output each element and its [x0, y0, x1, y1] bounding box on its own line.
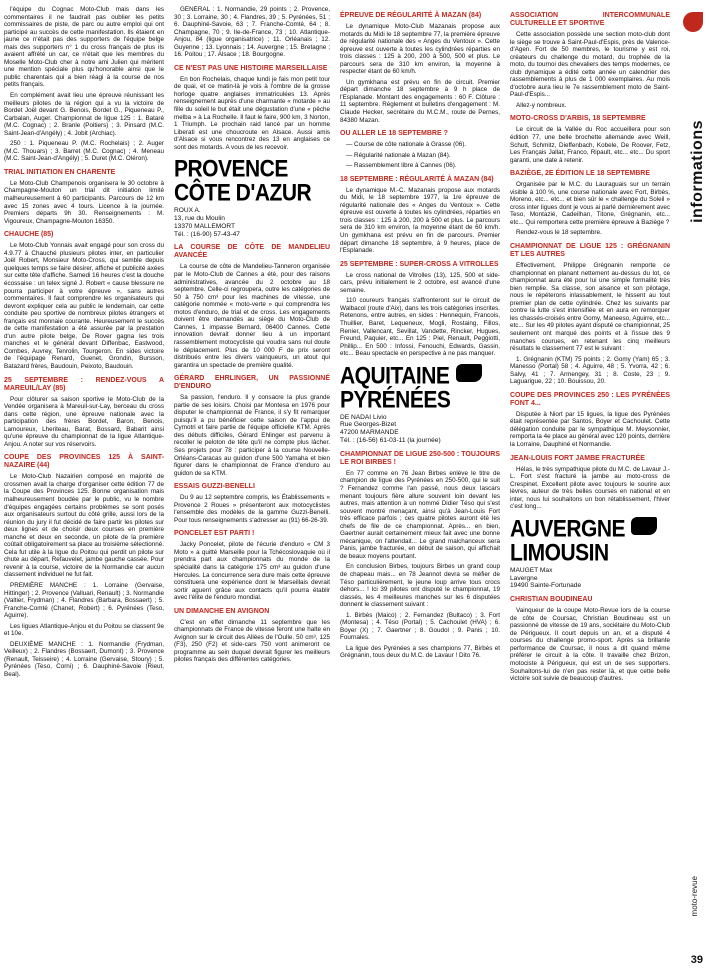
correspondent-address-1: 13, rue du Moulin — [174, 215, 225, 223]
article-body-mandelieu: La course de côte de Mandelieu-Tanneron organisée par le Moto-Club de Cannes a été, pour des raisons administratives, avancée du 2 octobre au 18 septembre. Celle-ci regroupera, outre les catégories de 50 à 750 cm³ pour les machines de vitesse, une catégorie nommée « moto-verte » qui comprendra les motos d'enduro, de trial et de cross. Les engagements doivent être demandés au siège du Moto-Club de Cannes, 1 impasse Bernard, 06400 Cannes. Cette innovation devrait donner lieu à un important rassemblement motocycliste qui voudra sans nul doute le déplacement. Plus de 10 000 F de prix seront distribués entre les divers vainqueurs, un atout qui garantira un spectacle de première qualité. — [174, 263, 330, 369]
article-title-arbis: MOTO-CROSS D'ARBIS, 18 SEPTEMBRE — [510, 115, 646, 123]
results-manche-1: PREMIÈRE MANCHE : 1. Lorraine (Gervaise, Hittinger) ; 2. Provence (Valluari, Renault) ; 3. Normandie (Valtier, Frydman) ; 4. Flandres (Barbara, Bossaert) ; 5. Franche-Comté (Chanet, Robert) ; 6. Pyrénées (Teso, Aguirre). — [4, 582, 164, 620]
article-title-guzzi: ESSAIS GUZZI-BENELLI — [174, 483, 255, 491]
article-body-guzzi: Du 9 au 12 septembre compris, les Établissements « Provence 2 Roues » présenteront aux motocyclistes l'ensemble des modèles de la gamme Guzzi-Benelli. Pour tous renseignements s'adresser au (91) 66-26-39. — [174, 494, 330, 524]
results-manche-2: DEUXIÈME MANCHE : 1. Normandie (Frydman, Veilleux) ; 2. Flandres (Bossaert, Dumont) ; 3. Provence (Renault, Teisseire) ; 4. Lorraine (Gervaise, Stoury) ; 5. Pyrénées (Teso, Corni) ; 6. Dauphiné-Savoie (Rieut, Beal). — [4, 640, 164, 679]
page-number: 39 — [690, 954, 703, 966]
region-name-line-1: AUVERGNE — [510, 515, 626, 543]
article-body-baziege: Organisée par le M.C. du Lauraguais sur un terrain visible à 100 %, une course nationale avec Fort, Birbès, Moreno, etc... etc... et bien sûr le « challenge du Soleil » cross inter ligues dont je vous ai parlé dernièrement avec Teso, Montazié, Cadeilhan, Titone, Grégnanin, etc... etc... Qui remportera cette première épreuve à Baziège ? — [510, 181, 670, 226]
article-body-mazan-3: Le dynamique M.-C. Mazanais propose aux motards du Midi, le 18 septembre 1977, la 1re épreuve de régularité nationale des « Anges du Ventoux ». Cette épreuve est ouverte à toutes les cylindrées, réparties en trois classes : 125 à 200, 200 à 500 et plus. Le parcours sera de 310 km environ, la moyenne étant de 60 km/h. Un gymkhana est prévu en fin de parcours. Premier départ dimanche 18 septembre, à 9 heures, place de l'Esplanade. — [340, 186, 500, 255]
article-title-ehrlinger: GÉRARD EHRLINGER, UN PASSIONNÉ D'ENDURO — [174, 375, 330, 391]
region-name-line-1: PROVENCE — [174, 156, 288, 183]
correspondent-name: MAUGET Max — [510, 566, 553, 574]
article-body-association: Cette association possède une section moto-club dont le siège se trouve à Saint-Paul-d'Espis, près de Valence-d'Agen. Fort de 50 membres, le tourisme y est roi, créateurs du challenge du motard, du trophée de la moto, du tournoi des chevaliers des temps modernes, ce club dynamique a édité cette année un calendrier des rassemblements à plus de 1 000 exemplaires. Au mois d'octobre aura lieu le 7e rassemblement moto de Saint-Paul-d'Espis... — [510, 31, 670, 99]
correspondent-address-2: 13370 MALLEMORT — [174, 222, 236, 230]
article-body-vitrolles: Le cross national de Vitrolles (13), 125, 500 et side-cars, prévu initialement le 2 octobre, est avancé d'une semaine. — [340, 271, 500, 294]
article-body-marseillaise: En bon Rochelais, chaque lundi je fais mon petit tour de quai, et ce matin-là je vois à l'ombre de la grosse horloge quatre anglaises immatriculées 13. Après renseignement auprès d'une charmante « motarde » au fille du soleil le but était une dégustation d'une « pêche melba » à La Rochelle. Il faut le faire, 900 km, 3 Norton, 1 Triumph. Le prochain raid lancé par un homme Liberati est une choucroute en Alsace. Aussi amis d'Alsace si vous rencontrez des 13 en anglaises ce sont des motards. A vous de les recevoir. — [174, 75, 330, 151]
correspondent-block-aquitaine — [340, 414, 500, 445]
region-name-line-2: LIMOUSIN — [510, 539, 609, 567]
article-title-poncelet: PONCELET EST PARTI ! — [174, 530, 255, 538]
article-title-mazan: ÉPREUVE DE RÉGULARITÉ À MAZAN (84) — [340, 12, 482, 19]
article-body-ehrlinger: Sa passion, l'enduro. Il y consacre la plus grande partie de ses loisirs. Choisi par Montesa en 1976 pour disputer le championnat de France, il s'y fit remarquer puisqu'il a pu bénéficier cette saison de l'appui de Cymotri et faire partie de l'équipe officielle KTM. Après des débuts difficiles, Gérard Ehlinger est parvenu à recoller le peloton de tête qu'il ne compte plus lâcher. Ses projets pour 78 : participer à la course Nouvelle-Orléans-Caracas au guidon d'une 500 Yamaha et bien figurer dans le championnat de France d'enduro au guidon de sa KTM. — [174, 394, 330, 477]
article-body-trial: Le Moto-Club Champenois organisera le 30 octobre à Champagne-Mouton un trial dit initiation limité malheureusement à 60 participants. Parcours de 12 km avec 15 zones avec 4 tours. Licence à la journée. Premiers départs 9h 30. Renseignements : M. Vigoureux, Champagne-Mouton 16350. — [4, 179, 164, 225]
article-body-mareuil: Pour clôturer sa saison sportive le Moto-Club de la Vendée organisera à Mareuil-sur-Lay, berceau du cross dans cette région, une épreuve nationale avec la participation des frères Bordet, Baron, Benois, Lamoureux, Lheriteau, Barat, Bossard, Babarit ainsi qu'une épreuve du championnat de la ligue Atlantique-Anjou. A noter sur vos réservoirs. — [4, 395, 164, 448]
article-title-fort: JEAN-LOUIS FORT JAMBE FRACTURÉE — [510, 454, 645, 462]
article-body-fort: Hélas, le très sympathique pilote du M.C. de Lavaur J.-L. Fort s'est fracturé la jambe au moto-cross de Crespinet. Excellent pilote avec toujours le sourire aux lèvres, auteur de très belles courses en national et en inter, nous lui souhaitons un bon rétablissement, l'hiver c'est long... — [510, 465, 670, 511]
article-body-gregnanin: Effectivement, Philippe Grégnanin remporte ce championnat en planant nettement au-dessus du lot, ce championnat aura été pour lui une simple formalité très bien remplie. Sa classe, son aisance et son pilotage, nous le répéterons inlassablement, le hissent au tout premier plan de cette cylindrée. Chez les suivants par contre la lutte s'est intensifiée et en aura en remorquer les chassés-croisés entre Gomy, Maneeso, Aguirre, etc... etc... Sur les 49 pilotes ayant disputé ce championnat, 25 seulement ont marqué des points et à l'issue des 9 manches courues, en retenant les cinq meilleurs résultats le classement 77 est le suivant : — [510, 262, 670, 353]
region-map-icon — [631, 517, 657, 535]
magazine-name: moto-revue — [690, 876, 699, 917]
article-title-ou-aller: OU ALLER LE 18 SEPTEMBRE ? — [340, 130, 448, 138]
article-title-boudineau: CHRISTIAN BOUDINEAU — [510, 596, 593, 604]
article-body-coupe-250: Disputée à Niort par 15 ligues, la ligue des Pyrénées était représentée par Santos, Boyer et Cachoulet. Cette délégation conduite par le sympathique M. Meysonnier, remporta la 4e place au général avec 120 points, derrière la Lorraine, Dauphiné et Normandie. — [510, 410, 670, 448]
correspondent-phone: Tél. : (16-56) 61-03-11 (la journée) — [340, 437, 441, 445]
article-body-birbes: En 77 comme en 76 Jean Birbes enlève le titre de champion de ligue des Pyrénées en 250-500, qui le suit ? Fernandez comme l'an passé, nous deux lascars menant toujours fière allure souvent loin devant les autres, mais attention à un nommé Didier Téso qui s'est souvent montré menaçant, ainsi qu'à Jean-Louis Fort très efficace parfois ; ces quatre pilotes auront été les chefs de file de ce championnat. Après... en bien, Gaertner aurait certainement mieux fait avec une bonne mécanique, on l'attendait... Le grand malchanceux sera Panis, jambe fracturée, en début de saison, qui affichait de beaux moyens pourtant. — [340, 469, 500, 560]
article-body-birbes-2: En conclusion Birbes, toujours Birbes un grand coup de chapeau mais... en 78 Jeannot devra se méfier de Téso particulièrement, le jeune loup arrive tous crocs dehors... ! Ici 39 pilotes ont disputé le championnat, 19 classés, les 4 meilleures manches sur les 6 disputées donnent le classement suivant : — [340, 563, 500, 609]
article-title-chauche: CHAUCHE (85) — [4, 231, 54, 239]
article-title-baziege: BAZIÈGE, 2E ÉDITION LE 18 SEPTEMBRE — [510, 170, 651, 178]
article-body-arbis: Le circuit de la Vallée du Roc accueillera pour son édition 77, une belle brochette allemande avec Weill, Schutt, Schmitz, Dieffenbach, Kobele, De Roover, Fetz, Les Français Jallat, Franco, Ripault, etc... etc... Du sport garanti, une date à retenir. — [510, 126, 670, 164]
article-title-association: ASSOCIATION INTERCOMMUNALE CULTURELLE ET SPORTIVE — [510, 12, 670, 27]
event-item-grasse: — Course de côte nationale à Grasse (06). — [346, 141, 467, 149]
correspondent-block-provence — [174, 207, 330, 238]
article-title-coupe-250: COUPE DES PROVINCES 250 : LES PYRÉNÉES FONT 4... — [510, 391, 670, 407]
intro-paragraph-3: 250 : 1. Piqueneau P. (M.C. Rochelais) ; 2. Auger (M.C. Thouars) ; 3. Barret (M.C. Cognac) ; 4. Meneau (M.C. Saint-Jean-d'Angély) ; 5. Duret (M.C. Oléron). — [4, 140, 164, 163]
correspondent-phone: Tél. : (16-90) 57-43-47 — [174, 230, 240, 238]
column-4 — [510, 6, 670, 974]
correspondent-name: ROUX A. — [174, 207, 201, 215]
article-body-avignon: C'est en effet dimanche 11 septembre que les championnats de France de vitesse feront une halte en Avignon sur le circuit des Allées de l'Oulle. 50 cm³, 125 (F3), 250 (F2) et side-cars 750 vont animeront ce programme au sein duquel devrait figurer les meilleurs pilotes français des différentes catégories. — [174, 618, 330, 664]
article-title-vitrolles: 25 SEPTEMBRE : SUPER-CROSS A VITROLLES — [340, 260, 499, 268]
article-body-association-2: Allez-y nombreux. — [516, 101, 567, 109]
article-body-mazan: Le dynamique Moto-Club Mazanais propose aux motards du Midi le 18 septembre 77, la première épreuve de régularité nationale des « Anges du Ventoux ». Cette épreuve est ouverte à toutes les cylindrées réparties en trois classes : 125 à 200, 200 à 500, 500 et plus. Le parcours sera de 310 km environ, la moyenne à respecter étant de 60 km/h. — [340, 23, 500, 76]
correspondent-name: DE NADAI Livio — [340, 413, 387, 421]
article-title-birbes: CHAMPIONNAT DE LIGUE 250-500 : TOUJOURS LE ROI BIRBES ! — [340, 450, 500, 466]
article-title-mareuil: 25 SEPTEMBRE : RENDEZ-VOUS A MAREUIL/LAY (85) — [4, 376, 164, 392]
region-name-line-2: PYRÉNÉES — [340, 386, 451, 414]
correspondent-block-auvergne — [510, 567, 670, 590]
article-title-coupe-125: COUPE DES PROVINCES 125 À SAINT-NAZAIRE (44) — [4, 454, 164, 470]
article-body-boudineau: Vainqueur de la coupe Moto-Revue lors de la course de côte de Coursac, Christian Boudineau est un passionné de vitesse de 19 ans, sociétaire du Moto-Club de Périgueux. Il court depuis un an, et a disputé 4 courses du challenge promo-sport. Après sa brillante performance de Coursac, il nous a dit quand même préférer le circuit à la côte. Il travaille chez Brizon, motociste à Périgueux, qui est un de ses supporters. Souhaitons-lui de n'en pas rester là, et que cette belle victoire soit suivie de beaucoup d'autres. — [510, 607, 670, 683]
article-body-poncelet: Jacky Poncelet, pilote de l'écurie d'enduro « CM 3 Moto » a quitté Marseille pour la Tchécoslovaquie où il prendra part aux championnats du monde de la spécialité dans la catégorie 175 cm³ au guidon d'une Hercules. La concurrence sera dure mais cette épreuve constituera une expérience dont le Marseillais devrait sortir aguerri grâce aux contacts qu'il pourra établir avec l'élite de l'enduro mondial. — [174, 541, 330, 602]
column-1 — [4, 6, 164, 974]
article-title-mandelieu: LA COURSE DE CÔTE DE MANDELIEU AVANCÉE — [174, 244, 330, 260]
correspondent-address-1: Rue Georges-Bizet — [340, 421, 397, 429]
region-header-aquitaine — [340, 362, 500, 414]
results-general: GÉNÉRAL : 1. Normandie, 29 points ; 2. Provence, 30 ; 3. Lorraine, 30 ; 4. Flandres, 39 ; 5. Pyrénées, 51 ; 6. Dauphiné-Savoie, 63 ; 7. Franche-Comté, 64 ; 8. Champagne, 70 ; 9. Ile-de-France, 73 ; 10. Atlantique-Anjou, 84 (ligue organisatrice) ; 11. Orléanais ; 12. Guyenne ; 13. Lyonnais ; 14. Auvergne ; 15. Bretagne ; 16. Poitou ; 17. Alsace ; 18. Bourgogne. — [174, 6, 330, 59]
article-body-chauche: Le Moto-Club Yonnais avait engagé pour son cross du 4.9.77 à Chauché plusieurs pilotes inter, en particulier Joël Robert, Monsieur Moto-Cross, qui semble depuis quelques temps se faire désirer, affiche et publicité axées sur cette tête d'affiche. Samedi 16 heures c'est la douche écossaise : un telex signé J. Robert « cause blessure ne pourra participer à votre épreuve », sans autres commentaires. Il faut comprendre les organisateurs qui devront expliquer cela au public le lendemain, car cette conduite peu sportive de nombreux pilotes étrangers et français est monnaie courante. Heureusement le succès de cette manifestation a été assurée par la prestation d'un autre pilote belge, De Rover gagna les trois manches et le général devant Diffenbac, Eastwood, Combes, Auvrey, Tenrolin, Tourgeron. En sides victoire de l'équipage Renard, Guenet, Grondin, Bursson, Batazard frères, Baudouin, Peixoto, Baudouin. — [4, 242, 164, 370]
article-title-mazan-2: 18 SEPTEMBRE : RÉGULARITÉ À MAZAN (84) — [340, 175, 494, 183]
region-name-line-2: CÔTE D'AZUR — [174, 180, 312, 207]
article-body-birbes-3: La ligue des Pyrénées a ses champions 77, Birbès et Grégnanin, tous deux du M.C. de Lavaur ! Dito 76. — [340, 644, 500, 660]
column-2 — [174, 6, 330, 974]
right-margin — [677, 0, 709, 979]
column-3 — [340, 6, 500, 974]
magazine-logo-icon — [683, 12, 703, 32]
article-body-coupe-125: Le Moto-Club Nazairien composé en majorité de crossmen avait la charge d'organiser cette édition 77 de la Coupe des Provinces 125. Bonne organisation mais malheureusement boudée par le public, vu le nombre d'équipes engagées certains problèmes se sont posés aux organisateurs surtout du côté grille, aussi lors de la réunion du jury il fut décidé de faire partir les pilotes sur deux lignes et de choisir deux courses en première manche et deux en seconde, un pilote de la première coûtait obligatoirement sa place au troisième sélectionné. Cela fut utile à la ligue du Poitou qui perdit un pilote sur chute au départ, Refauvelet, jambe gauche cassée. Pour revenir à la course, victoire de la Normandie car aucun classement individuel ne fut fait. — [4, 473, 164, 579]
section-label: informations — [689, 120, 706, 223]
event-item-cannes: — Rassemblement libre à Cannes (06). — [346, 162, 457, 170]
article-body-baziege-2: Rendez-vous le 18 septembre. — [516, 229, 602, 237]
results-gregnanin: 1. Grégnanin (KTM) 75 points ; 2. Gomy (Yam) 65 ; 3. Manesso (Portal) 58 ; 4. Aguirre, 48 ; 5. Yvorra, 42 ; 6. Salvy, 41 ; 7. Armengey, 31 ; 8. Coste, 23 ; 9. Laguarigue, 22 ; 10. Bouissou, 20. — [510, 355, 670, 386]
article-title-trial: TRIAL INITIATION EN CHARENTE — [4, 168, 116, 176]
article-title-gregnanin: CHAMPIONNAT DE LIGUE 125 : GRÉGNANIN ET LES AUTRES — [510, 243, 670, 259]
results-manche-1-note: Les ligues Atlantique-Anjou et du Poitou se classent 9e et 10e. — [4, 622, 164, 638]
correspondent-address-2: 19490 Sainte-Fortunade — [510, 582, 582, 590]
region-header-auvergne — [510, 515, 670, 567]
intro-paragraph-2: En complément avait lieu une épreuve réunissant les meilleurs pilotes de la région qui a vu la victoire de Bordet Joël devant G. Benois, Bordet G., Piqueneau P., Carbalan, Auger. Championnat de ligue 125 : 1. Bataré (M.C. Cognac) ; 2. Branle (Poitiers) ; 3. Pinsard (M.C. Saint-Jean-d'Angély) ; 4. Jobit (Archiac). — [4, 92, 164, 137]
article-title-marseillaise: CE N'EST PAS UNE HISTOIRE MARSEILLAISE — [174, 64, 328, 72]
region-name-line-1: AQUITAINE — [340, 362, 450, 389]
article-body-vitrolles-2: 110 coureurs français s'affronteront sur le circuit de Walbacol (route d'Aix), dans les trois catégories inscrites. Retenons, entre autres, en sides : Hennequin, Francois, Thuillier, Baret, Lequeneux, Mogli, Rostaing, Fillos, Renier, Vallencant, Sevillat, Vandette, Rincker, Hugues, Freund, Paquier, etc... En 125 : Piel, Renault, Peggiotti, Phillip... En 500 : Infossi, Fenouchi, Edwards, Gassin, etc... Beau spectacle en perspective à ne pas manquer. — [340, 297, 500, 358]
event-item-mazan: — Régularité nationale à Mazan (84). — [346, 151, 451, 159]
region-header-provence — [174, 156, 330, 207]
correspondent-address-2: 47200 MARMANDE — [340, 429, 399, 437]
article-body-mazan-2: Un gymkhana est prévu en fin de circuit. Premier départ dimanche 18 septembre à 9 h place de l'Esplanade. Montant des engagements : 60 F. Clôture : 11 septembre. Règlement et bulletins d'engagement : M. Claude Hecker, secrétaire du M.C.M., route de Pernes, 84380 Mazan. — [340, 78, 500, 124]
article-title-avignon: UN DIMANCHE EN AVIGNON — [174, 607, 270, 615]
results-birbes: 1. Birbès (Maico) ; 2. Fernandez (Bultaco) ; 3. Fort (Montesa) ; 4. Téso (Portal) ; 5. Cachoulet (HVA) ; 6. Boyer (X) ; 7. Gaertner ; 8. Goudol ; 9. Panis ; 10. Fournales. — [340, 611, 500, 642]
correspondent-address-1: Lavergne — [510, 574, 538, 582]
region-map-icon — [456, 364, 482, 382]
intro-paragraph-1: l'équipe du Cognac Moto-Club mais dans les commentaires il ne faudrait pas oublier les petits commissaires de piste, de parc ou autre emploi qui ont participé au succès de cette manifestation. Ils étaient en jaune ce n'était pas des supporters de l'équipe belge mais des supporters n° 1 du cross français de plus ils avaient affrété un car, ce n'était que les membres du Moselle Moto-Club cher à notre ami Julien qui méritent une mention spéciale plus qu'honorable ainsi que le public charentais qui a bien réagi à la course de nos petits français. — [4, 6, 164, 89]
